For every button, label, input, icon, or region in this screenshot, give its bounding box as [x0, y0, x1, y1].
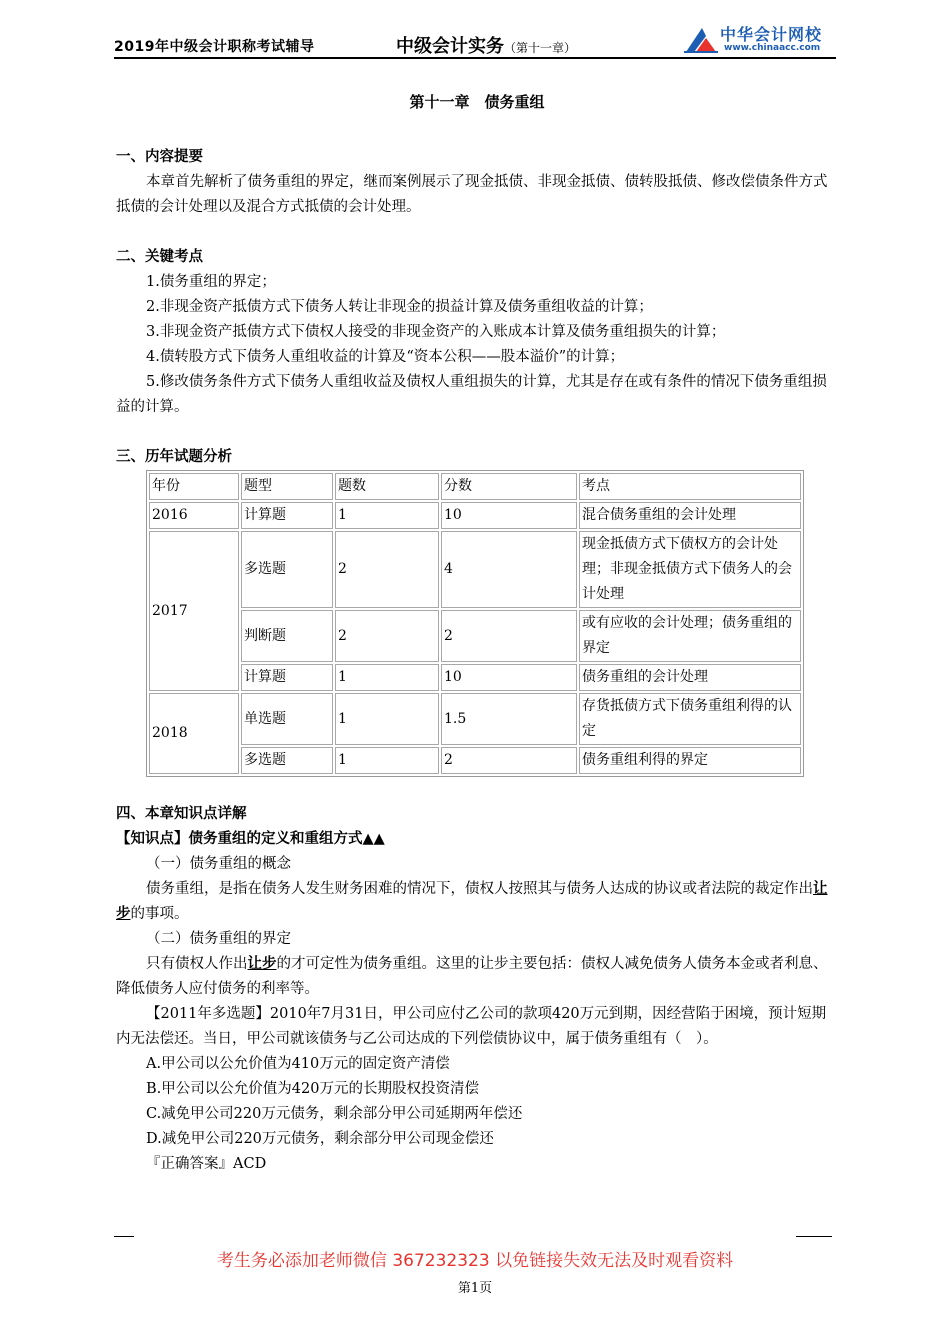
table-cell-count: 2 — [335, 610, 439, 662]
correct-answer: 『正确答案』ACD — [146, 1156, 267, 1172]
definition-text: 债务重组，是指在债务人发生财务困难的情况下，债权人按照其与债务人达成的协议或者法院的裁定作出让步的事项。 — [116, 881, 828, 922]
table-row — [149, 531, 801, 608]
knowledge-point-title: 【知识点】债务重组的定义和重组方式▲▲ — [116, 831, 385, 847]
header-course: 2019年中级会计职称考试辅导 — [114, 39, 315, 55]
table-cell-year: 2017 — [149, 531, 239, 691]
table-cell-topic: 现金抵债方式下债权方的会计处理；非现金抵债方式下债务人的会计处理 — [579, 531, 801, 608]
subheading-concept: （一）债务重组的概念 — [146, 856, 291, 872]
section-heading-key-points: 二、关键考点 — [116, 249, 203, 265]
emphasis-concession: 让步 — [116, 881, 828, 922]
table-cell-score: 2 — [441, 747, 577, 774]
chapter-title: 第十一章 债务重组 — [409, 93, 545, 111]
table-row — [149, 664, 801, 691]
footer-rule-left — [114, 1236, 134, 1237]
emphasis-concession: 让步 — [247, 956, 277, 972]
scope-text: 只有债权人作出让步的才可定性为债务重组。这里的让步主要包括：债权人减免债务人债务本金或者利息、降低债务人应付债务的利率等。 — [116, 956, 828, 997]
table-row — [149, 610, 801, 662]
question-option: A.甲公司以公允价值为410万元的固定资产清偿 — [146, 1056, 450, 1072]
table-cell-type: 计算题 — [241, 664, 333, 691]
header-divider — [114, 57, 836, 59]
table-cell-topic: 债务重组的会计处理 — [579, 664, 801, 691]
table-row — [149, 693, 801, 745]
exam-history-table — [146, 470, 804, 777]
footer-rule-right — [796, 1236, 832, 1237]
key-point-item: 2.非现金资产抵债方式下债务人转让非现金的损益计算及债务重组收益的计算； — [146, 299, 653, 315]
table-cell-count: 1 — [335, 693, 439, 745]
table-row — [149, 502, 801, 529]
question-tag: 【2011年多选题】 — [146, 1006, 270, 1022]
table-cell-count: 1 — [335, 502, 439, 529]
table-header-cell: 分数 — [441, 473, 577, 500]
key-point-item: 3.非现金资产抵债方式下债权人接受的非现金资产的入账成本计算及债务重组损失的计算； — [146, 324, 726, 340]
table-cell-topic: 混合债务重组的会计处理 — [579, 502, 801, 529]
page-number: 第1页 — [457, 1281, 493, 1296]
table-header-cell: 题型 — [241, 473, 333, 500]
table-cell-count: 2 — [335, 531, 439, 608]
table-cell-topic: 债务重组利得的界定 — [579, 747, 801, 774]
question-option: C.减免甲公司220万元债务，剩余部分甲公司延期两年偿还 — [146, 1106, 523, 1122]
table-cell-topic: 存货抵债方式下债务重组利得的认定 — [579, 693, 801, 745]
table-cell-score: 10 — [441, 664, 577, 691]
key-point-item: 4.债转股方式下债务人重组收益的计算及“资本公积——股本溢价”的计算； — [146, 349, 625, 365]
header-subject: 中级会计实务 — [396, 36, 504, 57]
table-cell-type: 多选题 — [241, 747, 333, 774]
logo-name: 中华会计网校 — [720, 25, 823, 44]
logo — [684, 22, 836, 56]
page-header — [114, 22, 836, 58]
table-cell-count: 1 — [335, 664, 439, 691]
table-cell-year: 2016 — [149, 502, 239, 529]
table-cell-year: 2018 — [149, 693, 239, 774]
table-cell-score: 2 — [441, 610, 577, 662]
table-cell-count: 1 — [335, 747, 439, 774]
table-cell-type: 判断题 — [241, 610, 333, 662]
section-heading-details: 四、本章知识点详解 — [116, 806, 247, 822]
table-cell-topic: 或有应收的会计处理；债务重组的界定 — [579, 610, 801, 662]
table-cell-type: 多选题 — [241, 531, 333, 608]
logo-url: www.chinaacc.com — [724, 43, 821, 53]
section-heading-exam-analysis: 三、历年试题分析 — [116, 449, 232, 465]
wechat-notice: 考生务必添加老师微信 367232323 以免链接失效无法及时观看资料 — [216, 1251, 734, 1271]
table-cell-type: 计算题 — [241, 502, 333, 529]
table-header-cell: 年份 — [149, 473, 239, 500]
table-cell-score: 10 — [441, 502, 577, 529]
header-chapter-tag: （第十一章） — [504, 41, 577, 55]
subheading-scope: （二）债务重组的界定 — [146, 931, 291, 947]
table-header-cell: 题数 — [335, 473, 439, 500]
header-title — [396, 32, 576, 58]
table-header-cell: 考点 — [579, 473, 801, 500]
key-point-item: 1.债务重组的界定； — [146, 274, 276, 290]
summary-text: 本章首先解析了债务重组的界定，继而案例展示了现金抵债、非现金抵债、债转股抵债、修改偿债条件方式抵债的会计处理以及混合方式抵债的会计处理。 — [116, 174, 828, 215]
table-row — [149, 747, 801, 774]
document-body — [116, 90, 838, 1177]
logo-icon — [684, 26, 718, 54]
question-stem: 【2011年多选题】2010年7月31日，甲公司应付乙公司的款项420万元到期，因经营陷于困境，预计短期内无法偿还。当日，甲公司就该债务与乙公司达成的下列偿债协议中，属于债务重组有（ ）。 — [116, 1006, 827, 1047]
table-cell-score: 4 — [441, 531, 577, 608]
table-header-row — [149, 473, 801, 500]
question-option: D.减免甲公司220万元债务，剩余部分甲公司现金偿还 — [146, 1131, 494, 1147]
key-point-item: 5.修改债务条件方式下债务人重组收益及债权人重组损失的计算，尤其是存在或有条件的情况下债务重组损益的计算。 — [116, 374, 827, 415]
section-heading-summary: 一、内容提要 — [116, 149, 203, 165]
table-cell-score: 1.5 — [441, 693, 577, 745]
table-cell-type: 单选题 — [241, 693, 333, 745]
question-option: B.甲公司以公允价值为420万元的长期股权投资清偿 — [146, 1081, 479, 1097]
